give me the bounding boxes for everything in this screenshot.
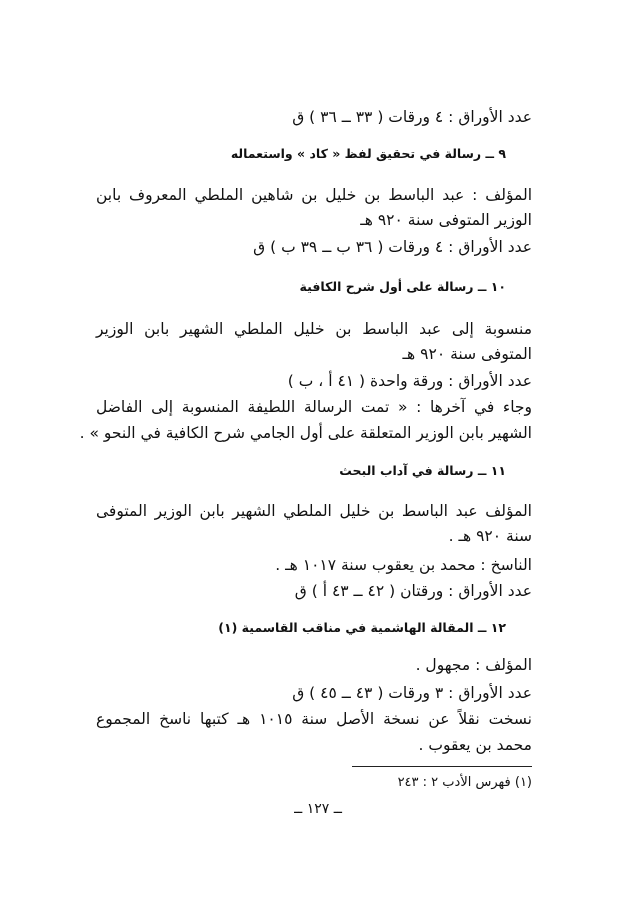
item-11-author-line-1: المؤلف عبد الباسط بن خليل الملطي الشهير بابن الوزير المتوفى <box>96 502 532 520</box>
item-11-copyist: الناسخ : محمد بن يعقوب سنة ١٠١٧ هـ . <box>275 556 532 574</box>
item-12-heading: ١٢ ــ المقالة الهاشمية في مناقب القاسمية (١) <box>218 620 506 635</box>
item-11-heading: ١١ ــ رسالة في آداب البحث <box>339 463 506 478</box>
item-12-folios: عدد الأوراق : ٣ ورقات ( ٤٣ ــ ٤٥ ) ق <box>292 684 532 702</box>
item-11-folios: عدد الأوراق : ورقتان ( ٤٢ ــ ٤٣ أ ) ق <box>294 582 532 600</box>
page-number: ــ ١٢٧ ــ <box>294 801 342 817</box>
item-9-folios: عدد الأوراق : ٤ ورقات ( ٣٦ ب ــ ٣٩ ب ) ق <box>253 238 532 256</box>
item-8-folios: عدد الأوراق : ٤ ورقات ( ٣٣ ــ ٣٦ ) ق <box>292 108 532 126</box>
item-9-author-line-2: الوزير المتوفى سنة ٩٢٠ هـ <box>360 211 532 229</box>
item-10-heading: ١٠ ــ رسالة على أول شرح الكافية <box>299 279 506 294</box>
footnote-divider <box>352 766 532 767</box>
item-10-colophon-line-1: وجاء في آخرها : « تمت الرسالة اللطيفة المنسوبة إلى الفاضل <box>96 398 532 416</box>
item-10-folios: عدد الأوراق : ورقة واحدة ( ٤١ أ ، ب ) <box>287 372 532 390</box>
item-12-author: المؤلف : مجهول . <box>415 656 532 674</box>
footnote: (١) فهرس الأدب ٢ : ٢٤٣ <box>397 775 532 790</box>
item-10-attribution-line-1: منسوبة إلى عبد الباسط بن خليل الملطي الشهير بابن الوزير <box>96 320 532 338</box>
item-9-heading: ٩ ــ رسالة في تحقيق لفظ « كاد » واستعماله <box>230 146 506 161</box>
item-10-colophon-line-2: الشهير بابن الوزير المتعلقة على أول الجامي شرح الكافية في النحو » . <box>79 424 532 442</box>
item-12-note-line-2: محمد بن يعقوب . <box>418 736 532 754</box>
item-9-author-line-1: المؤلف : عبد الباسط بن خليل بن شاهين الملطي المعروف بابن <box>96 186 532 204</box>
item-11-author-line-2: سنة ٩٢٠ هـ . <box>448 527 532 545</box>
item-10-attribution-line-2: المتوفى سنة ٩٢٠ هـ <box>402 345 532 363</box>
item-12-note-line-1: نسخت نقلاً عن نسخة الأصل سنة ١٠١٥ هـ كتبها ناسخ المجموع <box>96 710 533 728</box>
